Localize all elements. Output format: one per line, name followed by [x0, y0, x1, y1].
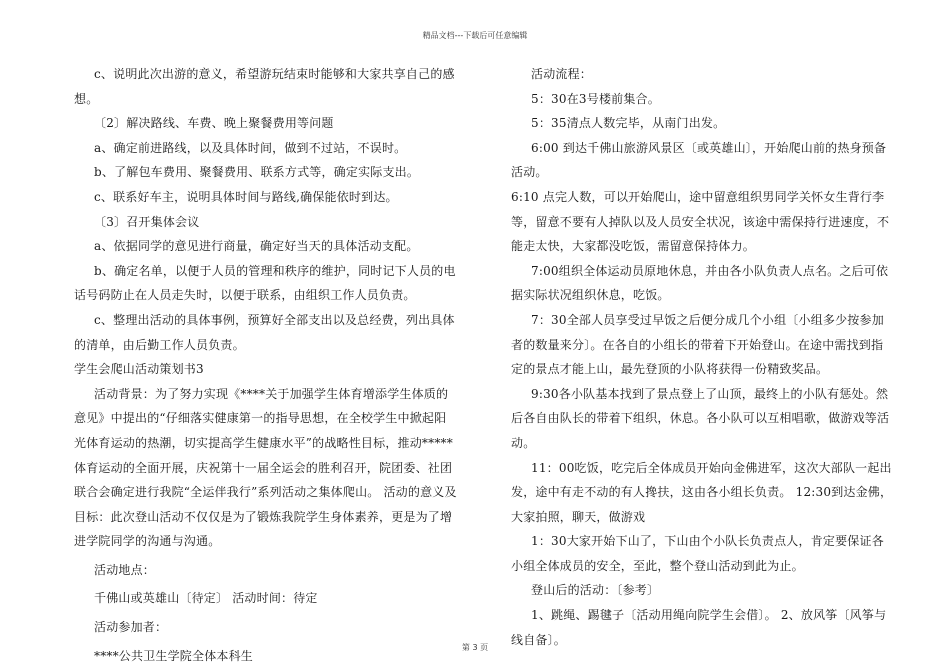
- paragraph: a、依据同学的意见进行商量，确定好当天的具体活动支配。: [94, 239, 419, 254]
- paragraph: 〔3〕召开集体会议: [94, 214, 200, 229]
- page-header: 精品文档---下载后可任意编辑: [422, 31, 528, 40]
- left-column: [74, 62, 458, 668]
- paragraph: 活动参加者：: [94, 620, 168, 635]
- paragraph: 1：30大家开始下山了，下山由个小队长负责点人，肯定要保证各小组全体成员的安全，至此，整个登山活动到此为止。: [511, 534, 884, 573]
- paragraph: 登山后的活动：〔参考〕: [531, 583, 660, 598]
- paragraph: c、整理出活动的具体事例，预算好全部支出以及总经费，列出具体的清单，由后勤工作人员负责。: [74, 312, 455, 352]
- paragraph: 千佛山或英雄山〔待定〕 活动时间：待定: [94, 591, 318, 606]
- paragraph: 5：30在3号楼前集合。: [531, 91, 660, 106]
- paragraph: 9:30各小队基本找到了景点登上了山顶，最终上的小队有惩处。然后各自由队长的带着下组织，休息。各小队可以互相唱歌，做游戏等活动。: [511, 386, 890, 450]
- paragraph: 〔2〕解决路线、车费、晚上聚餐费用等问题: [94, 116, 334, 131]
- paragraph: c、说明此次出游的意义，希望游玩结束时能够和大家共享自己的感想。: [74, 67, 455, 106]
- paragraph: 7：30全部人员享受过早饭之后便分成几个小组〔小组多少按参加者的数量来分〕。在各自的小组长的带着下开始登山。在途中需找到指定的景点才能上山，最先登顶的小队将获得一份精致奖品。: [511, 312, 884, 377]
- paragraph: a、确定前进路线，以及具体时间，做到不过站，不误时。: [94, 140, 407, 155]
- paragraph: c、联系好车主，说明具体时间与路线,确保能依时到达。: [94, 189, 398, 204]
- paragraph: b、了解包车费用、聚餐费用、联系方式等，确定实际支出。: [94, 165, 420, 180]
- paragraph: b、确定名单，以便于人员的管理和秩序的维护，同时记下人员的电话号码防止在人员走失时，以便于联系，由组织工作人员负责。: [74, 263, 456, 303]
- paragraph: 活动流程：: [531, 67, 593, 81]
- page-footer: 第 3 页: [461, 643, 489, 652]
- paragraph: 1、跳绳、踢毽子〔活动用绳向院学生会借〕。 2、放风筝〔风筝与线自备〕。: [511, 608, 887, 647]
- paragraph: 11：00吃饭，吃完后全体成员开始向金佛进军，这次大部队一起出发，途中有走不动的有人搀扶，这由各小组长负责。 12:30到达金佛，大家拍照，聊天，做游戏: [511, 460, 893, 524]
- section-title: 学生会爬山活动策划书3: [74, 362, 204, 377]
- paragraph: ****公共卫生学院全体本科生: [94, 648, 254, 663]
- right-column: [511, 62, 893, 652]
- paragraph: 活动地点：: [94, 562, 156, 577]
- paragraph: 6:10 点完人数，可以开始爬山，途中留意组织男同学关怀女生背行李等，留意不要有人掉队以及人员安全状况，该途中需保持行进速度，不能走太快，大家都没吃饭，需留意保持体力。: [511, 189, 890, 254]
- paragraph: 活动背景：为了努力实现《****关于加强学生体育增添学生体质的意见》中提出的“仔细落实健康第一的指导思想，在全校学生中掀起阳光体育运动的热潮，切实提高学生健康水平”的战略性目标，推动*****体育运动的全面开展，庆祝第十一届全运会的胜利召开，院团委、社团联合会确定进行我院“全运伴我行”系列活动之集体爬山。 活动的意义及目标：此次登山活动不仅仅是为了锻炼我院学生身体素养，更是为了增进学院同学的沟通与沟通。: [74, 386, 457, 549]
- paragraph: 7:00组织全体运动员原地休息，并由各小队负责人点名。之后可依据实际状况组织休息，吃饭。: [511, 263, 889, 303]
- paragraph: 5：35清点人数完毕，从南门出发。: [531, 116, 726, 131]
- paragraph: 6:00 到达千佛山旅游风景区〔或英雄山〕，开始爬山前的热身预备活动。: [511, 140, 887, 180]
